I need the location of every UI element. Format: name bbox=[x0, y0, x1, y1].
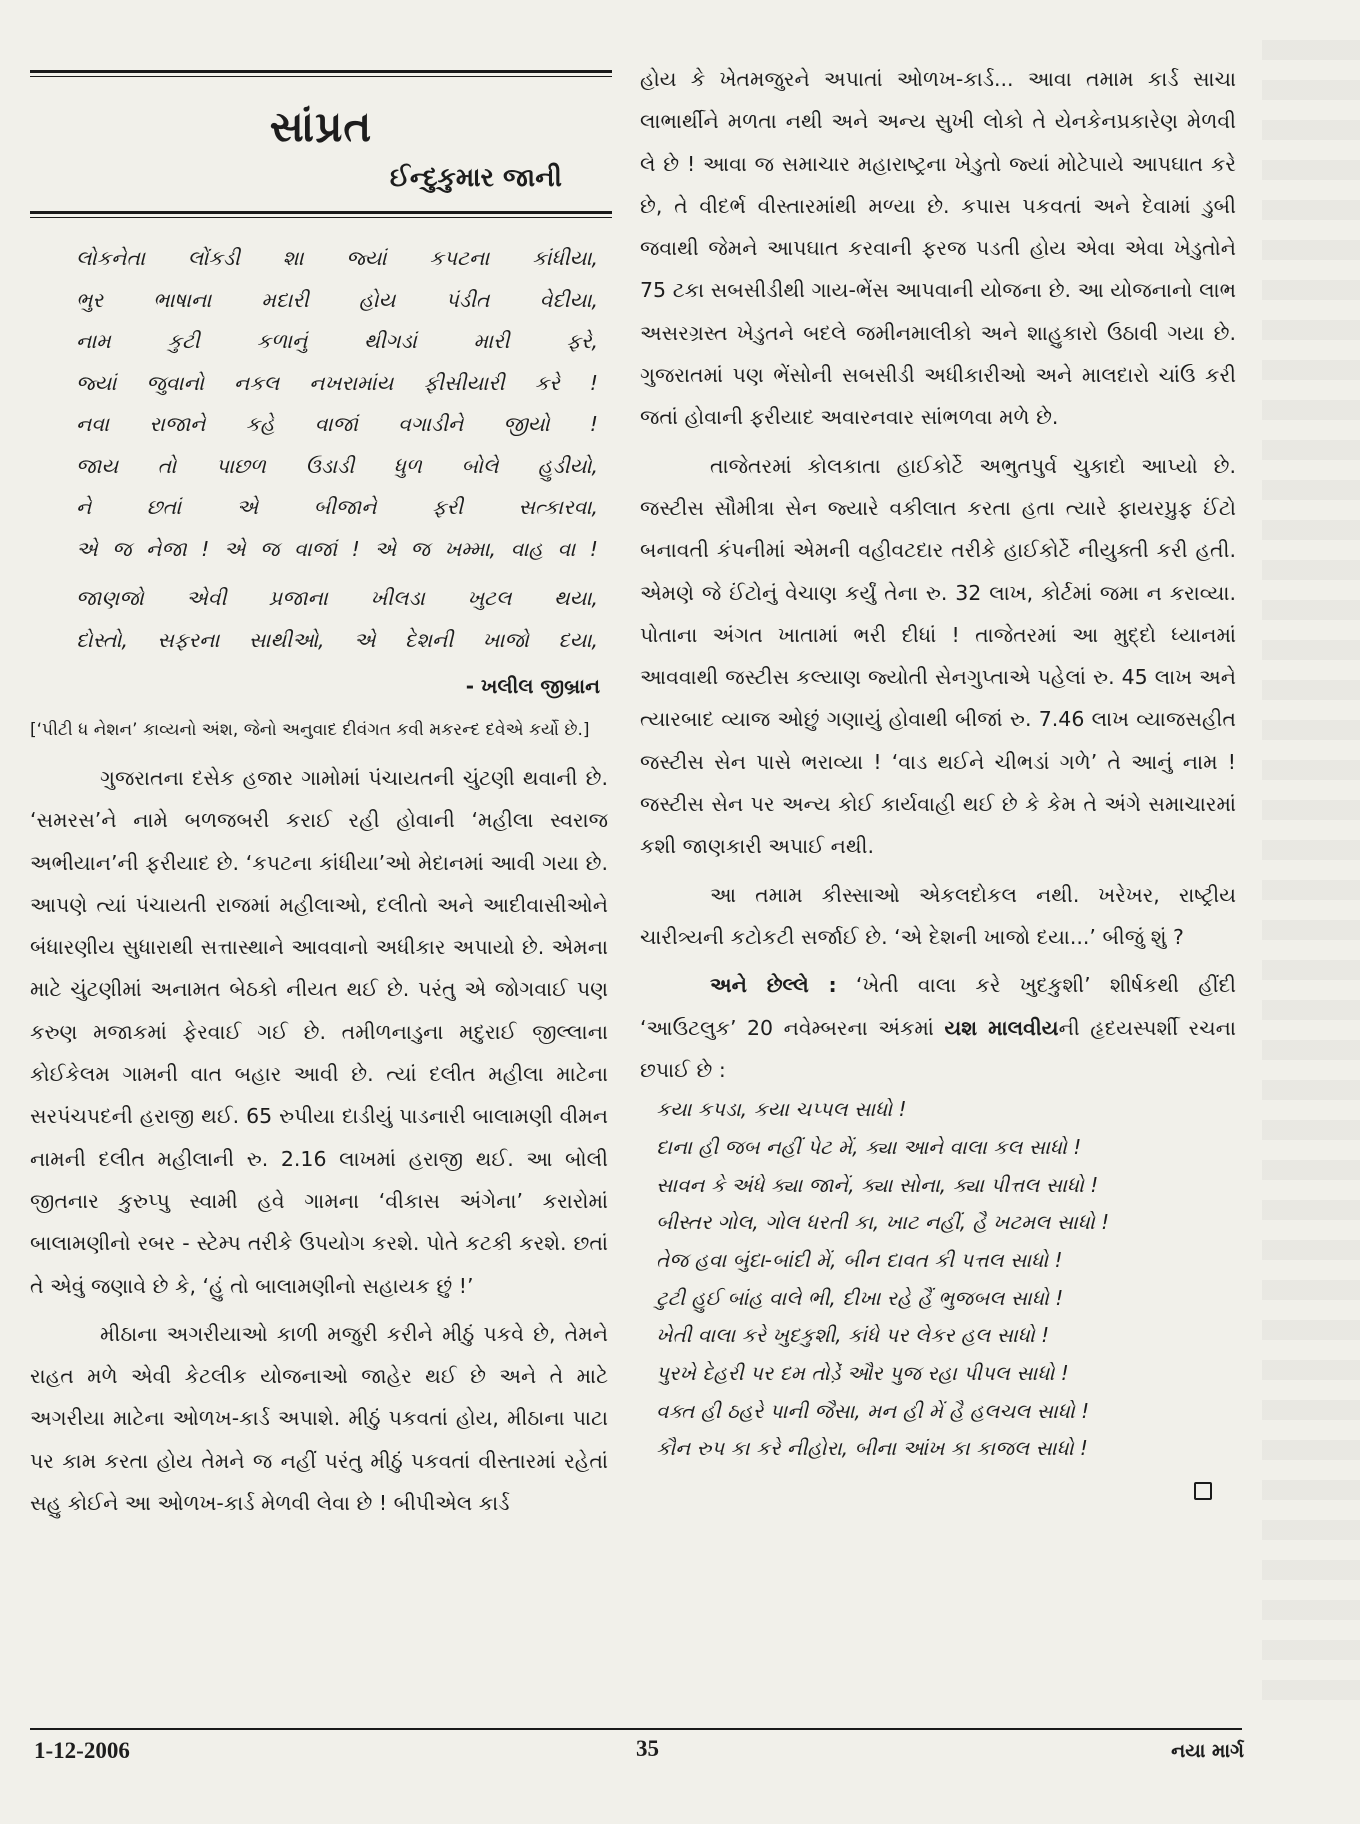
hindi-poem-line: કૌન રુપ કા કરે નીહોરા, બીના આંખ કા કાજલ સાધો ! bbox=[656, 1436, 1088, 1461]
hindi-poem-line: સાવન કે અંધે ક્યા જાનેં, ક્યા સોના, ક્યા પીત્તલ સાધો ! bbox=[656, 1172, 1099, 1197]
right-column bbox=[640, 58, 1240, 1468]
header-rule-top-thin bbox=[30, 76, 612, 77]
footer-rule bbox=[30, 1728, 1242, 1730]
poem-line: નવા રાજાને કહે વાજાં વગાડીને જીયો ! bbox=[76, 412, 598, 436]
poem-line: જાય તો પાછળ ઉડાડી ધુળ બોલે હુડીયો, bbox=[76, 453, 598, 478]
poem-line: નામ કુટી કળાનું થીગડાં મારી ફરે, bbox=[76, 329, 598, 353]
hindi-poem-line: કયા કપડા, કયા ચપ્પલ સાધો ! bbox=[656, 1097, 907, 1122]
column-author: ઈન્દુકુમાર જાની bbox=[389, 163, 562, 193]
body-paragraph-continued: હોય કે ખેતમજુરને અપાતાં ઓળખ-કાર્ડ... આવા તમામ કાર્ડ સાચા લાભાર્થીને મળતા નથી અને અન્ય સુખી લોકો તે યેનકેનપ્રકારેણ મેળવી લે છે ! આવા જ સમાચાર મહારાષ્ટ્રના ખેડુતો જ્યાં મોટેપાયે આપઘાત કરે છે, તે વીદર્ભ વીસ્તારમાંથી મળ્યા છે. કપાસ પકવતાં અને દેવામાં ડુબી જવાથી જેમને આપઘાત કરવાની ફરજ પડતી હોય એવા એવા ખેડુતોને 75 ટકા સબસીડીથી ગાય-ભેંસ આપવાની યોજના છે. આ યોજનાનો લાભ અસરગ્રસ્ત ખેડુતને બદલે જમીનમાલીકો અને શાહુકારો ઉઠાવી ગયા છે. ગુજરાતમાં પણ ભેંસોની સબસીડી અધીકારીઓ અને માલદારો ચાંઉ કરી જતાં હોવાની ફરીયાદ અવારનવાર સાંભળવા મળે છે. bbox=[640, 67, 1236, 430]
left-column bbox=[30, 70, 612, 1524]
opening-poem bbox=[30, 238, 612, 661]
hindi-poem-line: ટુટી હુઈ બાંહ વાલે ભી, દીખા રહે હૈં ભુજબલ સાધો ! bbox=[656, 1285, 1064, 1310]
hindi-poem-line: વક્ત હી ઠહરે પાની જૈસા, મન હી મેં હૈ હલચલ સાધો ! bbox=[656, 1398, 1090, 1423]
hindi-poem bbox=[640, 1091, 1240, 1468]
poem-line: ભુર ભાષાના મદારી હોય પંડીત વેદીયા, bbox=[76, 287, 598, 312]
poem-line: જાણજો એવી પ્રજાના ખીલડા ખુટલ થયા, bbox=[76, 586, 598, 610]
closing-paragraph bbox=[640, 964, 1240, 1091]
end-of-article-icon bbox=[1194, 1482, 1212, 1500]
header-rule-bottom bbox=[30, 211, 612, 214]
closing-text-end: ની હૃદયસ્પર્શી રચના છપાઈ છે : bbox=[640, 1015, 1236, 1082]
column-title: સાંપ્રત bbox=[269, 102, 373, 151]
poem-line: લોકનેતા લોંકડી શા જ્યાં કપટના કાંધીયા, bbox=[76, 246, 598, 270]
header-rule-bottom-thin bbox=[30, 217, 612, 218]
poem-line: દોસ્તો, સફરના સાથીઓ, એ દેશની ખાજો દયા, bbox=[76, 627, 598, 652]
hindi-poem-line: તેજ હવા બુંદા-બાંદી મેં, બીન દાવત કી પત્તલ સાધો ! bbox=[656, 1247, 1063, 1272]
body-paragraph: ગુજરાતના દસેક હજાર ગામોમાં પંચાયતની ચુંટણી થવાની છે. ‘સમરસ’ને નામે બળજબરી કરાઈ રહી હોવાની ‘મહીલા સ્વરાજ અભીયાન’ની ફરીયાદ છે. ‘કપટના કાંધીયા’ઓ મેદાનમાં આવી ગયા છે. આપણે ત્યાં પંચાયતી રાજમાં મહીલાઓ, દલીતો અને આદીવાસીઓને બંધારણીય સુધારાથી સત્તાસ્થાને આવવાનો અધીકાર અપાયો છે. એમના માટે ચુંટણીમાં અનામત બેઠકો નીયત થઈ છે. પરંતુ એ જોગવાઈ પણ કરુણ મજાકમાં ફેરવાઈ ગઈ છે. તમીળનાડુના મદુરાઈ જીલ્લાના કોઈકેલમ ગામની વાત બહાર આવી છે. ત્યાં દલીત મહીલા માટેના સરપંચપદની હરાજી થઈ. 65 રુપીયા દાડીયું પાડનારી બાલામણી વીમન નામની દલીત મહીલાની રુ. 2.16 લાખમાં હરાજી થઈ. આ બોલી જીતનાર કુરુપ્પુ સ્વામી હવે ગામના ‘વીકાસ અંગેના’ કરારોમાં બાલામણીનો રબર - સ્ટેમ્પ તરીકે ઉપયોગ કરશે. પોતે કટકી કરશે. છતાં તે એવું જણાવે છે કે, ‘હું તો બાલામણીનો સહાયક છું !’ bbox=[30, 766, 608, 1298]
header-rule-top bbox=[30, 70, 612, 73]
body-paragraph: આ તમામ કીસ્સાઓ એકલદોકલ નથી. ખરેખર, રાષ્ટ્રીય ચારીત્ર્યની કટોકટી સર્જાઈ છે. ‘એ દેશની ખાજો દયા...’ બીજું શું ? bbox=[640, 882, 1236, 949]
closing-author: યશ માલવીય bbox=[944, 1015, 1059, 1040]
issue-date: 1-12-2006 bbox=[34, 1738, 130, 1763]
body-paragraph: મીઠાના અગરીયાઓ કાળી મજુરી કરીને મીઠું પકવે છે, તેમને રાહત મળે એવી કેટલીક યોજનાઓ જાહેર થઈ છે અને તે માટે અગરીયા માટેના ઓળખ-કાર્ડ અપાશે. મીઠું પકવતાં હોય, મીઠાના પાટા પર કામ કરતા હોય તેમને જ નહીં પરંતુ મીઠું પકવતાં વીસ્તારમાં રહેતાં સહુ કોઈને આ ઓળખ-કાર્ડ મેળવી લેવા છે ! બીપીએલ કાર્ડ bbox=[30, 1321, 608, 1516]
translation-note: [‘પીટી ધ નેશન’ કાવ્યનો અંશ, જેનો અનુવાદ દીવંગત કવી મકરન્દ દવેએ કર્યો છે.] bbox=[30, 720, 590, 740]
body-paragraph: તાજેતરમાં કોલકાતા હાઈકોર્ટે અભુતપુર્વ ચુકાદો આપ્યો છે. જસ્ટીસ સૌમીત્રા સેન જ્યારે વકીલાત કરતા હતા ત્યારે ફાયરપ્રુફ ઈંટો બનાવતી કંપનીમાં એમની વહીવટદાર તરીકે હાઈકોર્ટે નીયુક્તી કરી હતી. એમણે જે ઈંટોનું વેચાણ કર્યું તેના રુ. 32 લાખ, કોર્ટમાં જમા ન કરાવ્યા. પોતાના અંગત ખાતામાં ભરી દીધાં ! તાજેતરમાં આ મુદ્દો ધ્યાનમાં આવવાથી જસ્ટીસ કલ્યાણ જ્યોતી સેનગુપ્તાએ પહેલાં રુ. 45 લાખ અને ત્યારબાદ વ્યાજ ઓછું ગણાયું હોવાથી બીજાં રુ. 7.46 લાખ વ્યાજસહીત જસ્ટીસ સેન પાસે ભરાવ્યા ! ‘વાડ થઈને ચીભડાં ગળે’ તે આનું નામ ! જસ્ટીસ સેન પર અન્ય કોઈ કાર્યવાહી થઈ છે કે કેમ તે અંગે સમાચારમાં કશી જાણકારી અપાઈ નથી. bbox=[640, 453, 1236, 859]
poem-attribution: - ખલીલ જીબ્રાન bbox=[465, 674, 600, 698]
stanza-gap bbox=[76, 570, 598, 578]
hindi-poem-line: ખેતી વાલા કરે ખુદકુશી, કાંધે પર લેકર હલ સાધો ! bbox=[656, 1323, 1050, 1348]
show-through-bleed bbox=[1262, 40, 1360, 1720]
closing-text: ‘ખેતી વાલા કરે ખુદકુશી’ શીર્ષકથી હીંદી ‘આઉટલુક’ 20 નવેમ્બરના અંકમાં bbox=[640, 973, 1236, 1040]
page-number: 35 bbox=[636, 1736, 659, 1761]
poem-line: એ જ નેજા ! એ જ વાજાં ! એ જ ખમ્મા, વાહ વા ! bbox=[76, 536, 598, 561]
hindi-poem-line: દાના હી જબ નહીં પેટ મેં, ક્યા આને વાલા કલ સાધો ! bbox=[656, 1134, 1082, 1159]
closing-lead: અને છેલ્લે : bbox=[710, 973, 837, 998]
magazine-name: નયા માર્ગ bbox=[1171, 1740, 1244, 1762]
hindi-poem-line: બીસ્તર ગોલ, ગોલ ધરતી કા, ખાટ નહીં, હૈ ખટમલ સાધો ! bbox=[656, 1210, 1110, 1235]
hindi-poem-line: પુરખે દેહરી પર દમ તોડે઼ં ઔર પુજ રહા પીપલ સાધો ! bbox=[656, 1361, 1069, 1386]
poem-line: જ્યાં જુવાનો નકલ નખરામાંય ફીસીયારી કરે ! bbox=[76, 370, 598, 395]
poem-line: ને છતાં એ બીજાને ફરી સત્કારવા, bbox=[76, 495, 598, 519]
